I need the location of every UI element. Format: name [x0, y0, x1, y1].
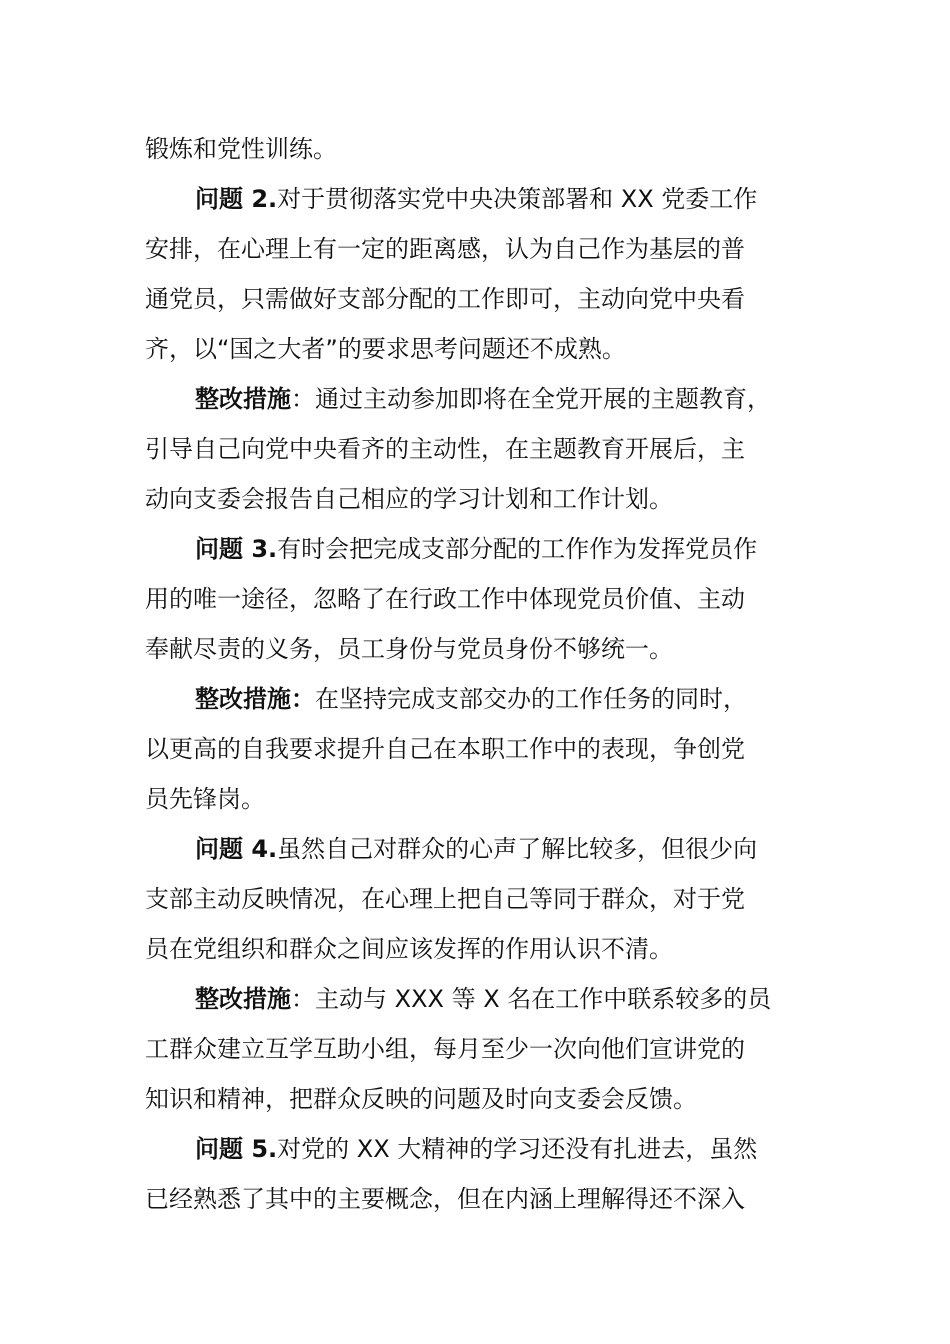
- problem-5-heading-line: [145, 1124, 825, 1174]
- text-line: [145, 774, 825, 824]
- problem-label: 问题 2.: [195, 185, 278, 213]
- line-text: ：通过主动参加即将在全党开展的主题教育，: [291, 385, 771, 413]
- line-text: 已经熟悉了其中的主要概念，但在内涵上理解得还不深入: [145, 1185, 745, 1213]
- line-text: 用的唯一途径，忽略了在行政工作中体现党员价值、主动: [145, 585, 745, 613]
- text-line: [145, 424, 825, 474]
- line-text: 员先锋岗。: [145, 785, 265, 813]
- measure-heading-line: [145, 674, 825, 724]
- text-line: [145, 724, 825, 774]
- text-line: [145, 1074, 825, 1124]
- line-text: 工群众建立互学互助小组，每月至少一次向他们宣讲党的: [145, 1035, 745, 1063]
- text-line: [145, 124, 825, 174]
- text-line: [145, 924, 825, 974]
- measure-heading-line: [145, 974, 825, 1024]
- text-line: [145, 1174, 825, 1224]
- problem-3-heading-line: [145, 524, 825, 574]
- line-text: 有时会把完成支部分配的工作作为发挥党员作: [277, 535, 758, 563]
- line-text: 对于贯彻落实党中央决策部署和 XX 党委工作: [277, 185, 758, 213]
- text-line: [145, 324, 825, 374]
- text-line: [145, 274, 825, 324]
- line-text: ：主动与 XXX 等 X 名在工作中联系较多的员: [291, 985, 772, 1013]
- text-line: [145, 1024, 825, 1074]
- line-text: 对党的 XX 大精神的学习还没有扎进去，虽然: [277, 1135, 758, 1163]
- text-line: [145, 624, 825, 674]
- document-body: [145, 124, 825, 1224]
- line-text: 通党员，只需做好支部分配的工作即可，主动向党中央看: [145, 285, 745, 313]
- line-text: 支部主动反映情况，在心理上把自己等同于群众，对于党: [145, 885, 745, 913]
- line-text: 齐，以“国之大者”的要求思考问题还不成熟。: [145, 335, 626, 363]
- problem-label: 问题 3.: [195, 535, 278, 563]
- problem-2-heading-line: [145, 174, 825, 224]
- text-line: [145, 474, 825, 524]
- line-text: 虽然自己对群众的心声了解比较多，但很少向: [277, 835, 758, 863]
- line-text: 员在党组织和群众之间应该发挥的作用认识不清。: [145, 935, 673, 963]
- line-text: 动向支委会报告自己相应的学习计划和工作计划。: [145, 485, 673, 513]
- measure-label: 整改措施：: [195, 685, 315, 713]
- problem-label: 问题 5.: [195, 1135, 278, 1163]
- line-text: 奉献尽责的义务，员工身份与党员身份不够统一。: [145, 635, 673, 663]
- text-line: [145, 224, 825, 274]
- problem-4-heading-line: [145, 824, 825, 874]
- line-text: 以更高的自我要求提升自己在本职工作中的表现，争创党: [145, 735, 745, 763]
- line-text: 锻炼和党性训练。: [145, 135, 337, 163]
- text-line: [145, 574, 825, 624]
- line-text: 在坚持完成支部交办的工作任务的同时，: [315, 685, 747, 713]
- line-text: 安排，在心理上有一定的距离感，认为自己作为基层的普: [145, 235, 745, 263]
- line-text: 知识和精神，把群众反映的问题及时向支委会反馈。: [145, 1085, 697, 1113]
- problem-label: 问题 4.: [195, 835, 278, 863]
- line-text: 引导自己向党中央看齐的主动性，在主题教育开展后，主: [145, 435, 745, 463]
- text-line: [145, 874, 825, 924]
- measure-label: 整改措施: [195, 385, 291, 413]
- measure-label: 整改措施: [195, 985, 291, 1013]
- measure-heading-line: [145, 374, 825, 424]
